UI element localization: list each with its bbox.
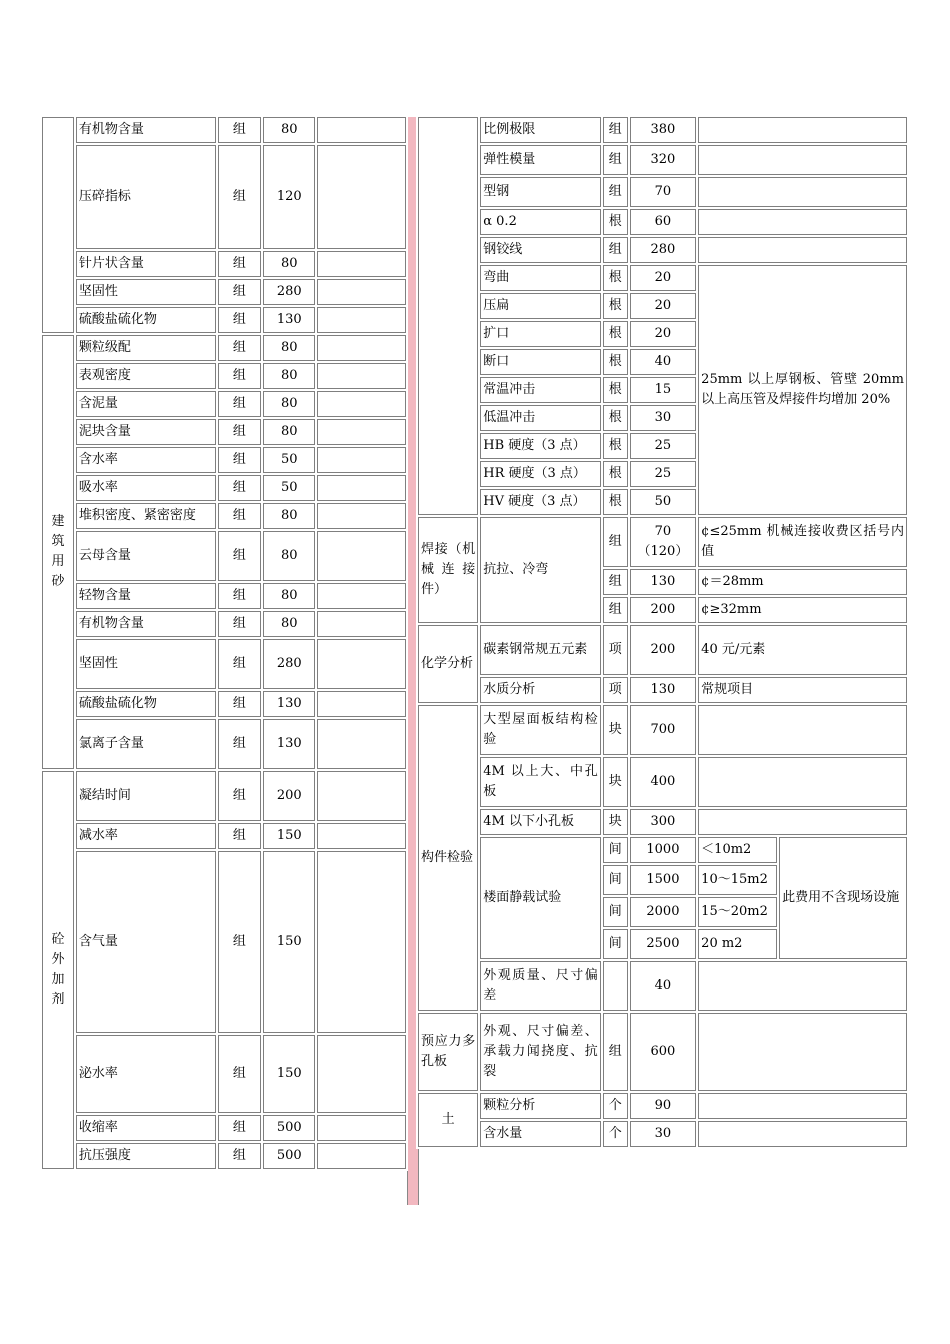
category-char: 加 [51, 972, 65, 987]
area: 15～20m2 [698, 897, 777, 927]
price: 1000 [630, 837, 696, 863]
note [698, 177, 907, 207]
table-row [418, 265, 907, 291]
price: 20 [630, 321, 696, 347]
note [317, 1115, 406, 1141]
unit: 个 [603, 1121, 628, 1147]
price: 80 [263, 419, 315, 445]
unit: 组 [218, 583, 261, 609]
unit: 根 [603, 293, 628, 319]
category-steel [418, 117, 478, 515]
price: 80 [263, 251, 315, 277]
category-weld: 焊接（机械连接件） [418, 517, 478, 623]
price: 50 [630, 489, 696, 515]
note [317, 419, 406, 445]
item-name: 坚固性 [76, 279, 216, 305]
category-char: 筑 [51, 534, 65, 549]
table-row [42, 391, 406, 417]
note [317, 771, 406, 821]
note [698, 117, 907, 143]
unit: 组 [218, 771, 261, 821]
item-name: 含泥量 [76, 391, 216, 417]
table-row [418, 809, 907, 835]
note [698, 809, 907, 835]
price: 130 [630, 677, 696, 703]
note [317, 823, 406, 849]
price: 200 [263, 771, 315, 821]
table-row [418, 705, 907, 755]
item-name: α 0.2 [480, 209, 601, 235]
unit: 项 [603, 677, 628, 703]
price: 80 [263, 611, 315, 637]
note [317, 691, 406, 717]
table-row [42, 851, 406, 1033]
table-row [418, 757, 907, 807]
note [317, 335, 406, 361]
table-row [42, 475, 406, 501]
unit: 组 [603, 1013, 628, 1091]
category-soil: 土 [418, 1093, 478, 1147]
price: 130 [263, 719, 315, 769]
note: ¢＝28mm [698, 569, 907, 595]
table-row [42, 1115, 406, 1141]
unit: 组 [218, 363, 261, 389]
price: 70（120） [630, 517, 696, 567]
steel-note: 25mm 以上厚钢板、管壁 20mm 以上高压管及焊接件均增加 20% [698, 265, 907, 515]
price: 280 [263, 279, 315, 305]
note [698, 145, 907, 175]
unit: 组 [218, 335, 261, 361]
item-name: 含气量 [76, 851, 216, 1033]
table-row [42, 611, 406, 637]
category-char: 外 [51, 952, 65, 967]
note [698, 1093, 907, 1119]
unit: 组 [218, 851, 261, 1033]
item-name: 云母含量 [76, 531, 216, 581]
unit: 间 [603, 929, 628, 959]
unit: 组 [218, 691, 261, 717]
unit: 组 [603, 597, 628, 623]
price: 120 [263, 145, 315, 249]
table-row [42, 279, 406, 305]
price: 50 [263, 475, 315, 501]
item-name: 堆积密度、紧密密度 [76, 503, 216, 529]
item-name: 氯离子含量 [76, 719, 216, 769]
item-name: 抗压强度 [76, 1143, 216, 1169]
price: 50 [263, 447, 315, 473]
table-row [42, 1143, 406, 1169]
price: 80 [263, 503, 315, 529]
price: 40 [630, 349, 696, 375]
unit: 组 [218, 251, 261, 277]
unit: 组 [218, 1143, 261, 1169]
category-prestress: 预应力多孔板 [418, 1013, 478, 1091]
table-row [418, 1013, 907, 1091]
table-row [42, 307, 406, 333]
note [317, 611, 406, 637]
price: 20 [630, 265, 696, 291]
unit: 组 [218, 145, 261, 249]
note [317, 1143, 406, 1169]
note [698, 209, 907, 235]
unit: 组 [603, 117, 628, 143]
category-chem: 化学分析 [418, 625, 478, 703]
table-row [418, 177, 907, 207]
table-row [42, 1035, 406, 1113]
price: 130 [263, 307, 315, 333]
note [317, 117, 406, 143]
unit: 组 [218, 503, 261, 529]
unit: 组 [603, 569, 628, 595]
item-name: 4M 以上大、中孔板 [480, 757, 601, 807]
price: 30 [630, 405, 696, 431]
item-name: 吸水率 [76, 475, 216, 501]
note: 常规项目 [698, 677, 907, 703]
price: 15 [630, 377, 696, 403]
table-row [418, 209, 907, 235]
category-admixture [42, 771, 74, 1169]
category-member: 构件检验 [418, 705, 478, 1011]
price: 380 [630, 117, 696, 143]
unit: 个 [603, 1093, 628, 1119]
table-row [42, 251, 406, 277]
note [317, 1035, 406, 1113]
price: 150 [263, 823, 315, 849]
table-row [418, 517, 907, 567]
table-row [418, 961, 907, 1011]
area: 10～15m2 [698, 865, 777, 895]
price: 200 [630, 625, 696, 675]
unit: 组 [218, 1035, 261, 1113]
area: ＜10m2 [698, 837, 777, 863]
item-name: 含水率 [76, 447, 216, 473]
item-name: 碳素钢常规五元素 [480, 625, 601, 675]
unit: 组 [218, 1115, 261, 1141]
unit: 块 [603, 757, 628, 807]
table-row [42, 531, 406, 581]
price: 80 [263, 335, 315, 361]
price: 2500 [630, 929, 696, 959]
price: 80 [263, 391, 315, 417]
unit: 根 [603, 461, 628, 487]
unit: 间 [603, 865, 628, 895]
unit: 间 [603, 837, 628, 863]
price: 200 [630, 597, 696, 623]
item-name: 有机物含量 [76, 611, 216, 637]
price: 2000 [630, 897, 696, 927]
table-row [418, 237, 907, 263]
item-name: 含水量 [480, 1121, 601, 1147]
table-row [418, 1093, 907, 1119]
item-name: 坚固性 [76, 639, 216, 689]
table-row [42, 691, 406, 717]
unit [603, 961, 628, 1011]
unit: 块 [603, 809, 628, 835]
item-name: HR 硬度（3 点） [480, 461, 601, 487]
unit: 根 [603, 377, 628, 403]
item-name: 扩口 [480, 321, 601, 347]
table-row [42, 771, 406, 821]
unit: 根 [603, 349, 628, 375]
item-name: 大型屋面板结构检验 [480, 705, 601, 755]
item-name: 钢铰线 [480, 237, 601, 263]
unit: 组 [603, 145, 628, 175]
note: ¢≤25mm 机械连接收费区括号内值 [698, 517, 907, 567]
unit: 根 [603, 405, 628, 431]
item-name: 颗粒分析 [480, 1093, 601, 1119]
note [317, 145, 406, 249]
price: 1500 [630, 865, 696, 895]
item-name: 收缩率 [76, 1115, 216, 1141]
price: 700 [630, 705, 696, 755]
note [317, 475, 406, 501]
category-char: 砂 [51, 574, 65, 589]
item-name: 外观、尺寸偏差、承载力闻挠度、抗裂 [480, 1013, 601, 1091]
note [698, 757, 907, 807]
price: 280 [630, 237, 696, 263]
table-row [42, 363, 406, 389]
item-name: 弯曲 [480, 265, 601, 291]
price: 40 [630, 961, 696, 1011]
item-name: 外观质量、尺寸偏差 [480, 961, 601, 1011]
table-row [418, 117, 907, 143]
note [317, 583, 406, 609]
note [698, 1121, 907, 1147]
unit: 根 [603, 265, 628, 291]
item-name: 颗粒级配 [76, 335, 216, 361]
note [317, 391, 406, 417]
item-name: 减水率 [76, 823, 216, 849]
table-row [42, 335, 406, 361]
item-name: 凝结时间 [76, 771, 216, 821]
unit: 组 [218, 307, 261, 333]
table-row [42, 639, 406, 689]
static-note: 此费用不含现场设施 [779, 837, 907, 959]
category-sand [42, 335, 74, 769]
item-name: HB 硬度（3 点） [480, 433, 601, 459]
note [317, 363, 406, 389]
unit: 组 [218, 117, 261, 143]
note [317, 531, 406, 581]
table-row [418, 837, 907, 863]
area: 20 m2 [698, 929, 777, 959]
note [698, 1013, 907, 1091]
item-name: 4M 以下小孔板 [480, 809, 601, 835]
unit: 组 [218, 639, 261, 689]
price: 400 [630, 757, 696, 807]
table-row [42, 145, 406, 249]
note [317, 251, 406, 277]
price: 25 [630, 433, 696, 459]
price: 80 [263, 117, 315, 143]
note [317, 639, 406, 689]
note [317, 447, 406, 473]
price: 500 [263, 1143, 315, 1169]
price: 150 [263, 851, 315, 1033]
item-name: 有机物含量 [76, 117, 216, 143]
item-name: 比例极限 [480, 117, 601, 143]
item-name: 常温冲击 [480, 377, 601, 403]
item-name: 硫酸盐硫化物 [76, 307, 216, 333]
table-row [418, 145, 907, 175]
note [698, 961, 907, 1011]
price: 130 [263, 691, 315, 717]
unit: 组 [218, 419, 261, 445]
item-name: 低温冲击 [480, 405, 601, 431]
table-row [42, 823, 406, 849]
table-row [42, 419, 406, 445]
price: 500 [263, 1115, 315, 1141]
unit: 组 [218, 823, 261, 849]
price: 20 [630, 293, 696, 319]
note [317, 279, 406, 305]
price: 150 [263, 1035, 315, 1113]
item-name: 硫酸盐硫化物 [76, 691, 216, 717]
table-row [42, 117, 406, 143]
price: 80 [263, 363, 315, 389]
note [317, 307, 406, 333]
item-name: 楼面静载试验 [480, 837, 601, 959]
note [317, 719, 406, 769]
price: 80 [263, 583, 315, 609]
unit: 根 [603, 209, 628, 235]
note: ¢≥32mm [698, 597, 907, 623]
item-name: 抗拉、冷弯 [480, 517, 601, 623]
category-char: 砼 [51, 932, 65, 947]
note [317, 503, 406, 529]
unit: 组 [218, 611, 261, 637]
item-name: 轻物含量 [76, 583, 216, 609]
unit: 组 [218, 447, 261, 473]
unit: 根 [603, 433, 628, 459]
price: 25 [630, 461, 696, 487]
price: 60 [630, 209, 696, 235]
table-row [42, 503, 406, 529]
price: 300 [630, 809, 696, 835]
table-row [42, 719, 406, 769]
unit: 组 [218, 475, 261, 501]
note [698, 237, 907, 263]
note [698, 705, 907, 755]
unit: 组 [218, 391, 261, 417]
unit: 组 [218, 719, 261, 769]
item-name: 水质分析 [480, 677, 601, 703]
item-name: 泥块含量 [76, 419, 216, 445]
item-name: 断口 [480, 349, 601, 375]
unit: 组 [218, 279, 261, 305]
table-row [418, 677, 907, 703]
price: 90 [630, 1093, 696, 1119]
price: 130 [630, 569, 696, 595]
price: 30 [630, 1121, 696, 1147]
price: 80 [263, 531, 315, 581]
price: 280 [263, 639, 315, 689]
category-empty [42, 117, 74, 333]
left-price-table [40, 115, 408, 1171]
item-name: HV 硬度（3 点） [480, 489, 601, 515]
note [317, 851, 406, 1033]
table-row [418, 625, 907, 675]
item-name: 泌水率 [76, 1035, 216, 1113]
right-price-table [416, 115, 909, 1149]
item-name: 型钢 [480, 177, 601, 207]
item-name: 表观密度 [76, 363, 216, 389]
table-row [42, 583, 406, 609]
unit: 组 [603, 517, 628, 567]
item-name: 压碎指标 [76, 145, 216, 249]
category-char: 建 [51, 514, 65, 529]
unit: 间 [603, 897, 628, 927]
item-name: 压扁 [480, 293, 601, 319]
unit: 组 [603, 177, 628, 207]
table-row [418, 1121, 907, 1147]
unit: 组 [218, 531, 261, 581]
unit: 根 [603, 321, 628, 347]
unit: 项 [603, 625, 628, 675]
unit: 组 [603, 237, 628, 263]
category-char: 用 [51, 554, 65, 569]
unit: 块 [603, 705, 628, 755]
item-name: 弹性模量 [480, 145, 601, 175]
item-name: 针片状含量 [76, 251, 216, 277]
category-char: 剂 [51, 992, 65, 1007]
price: 600 [630, 1013, 696, 1091]
table-row [42, 447, 406, 473]
note: 40 元/元素 [698, 625, 907, 675]
price: 70 [630, 177, 696, 207]
price: 320 [630, 145, 696, 175]
unit: 根 [603, 489, 628, 515]
